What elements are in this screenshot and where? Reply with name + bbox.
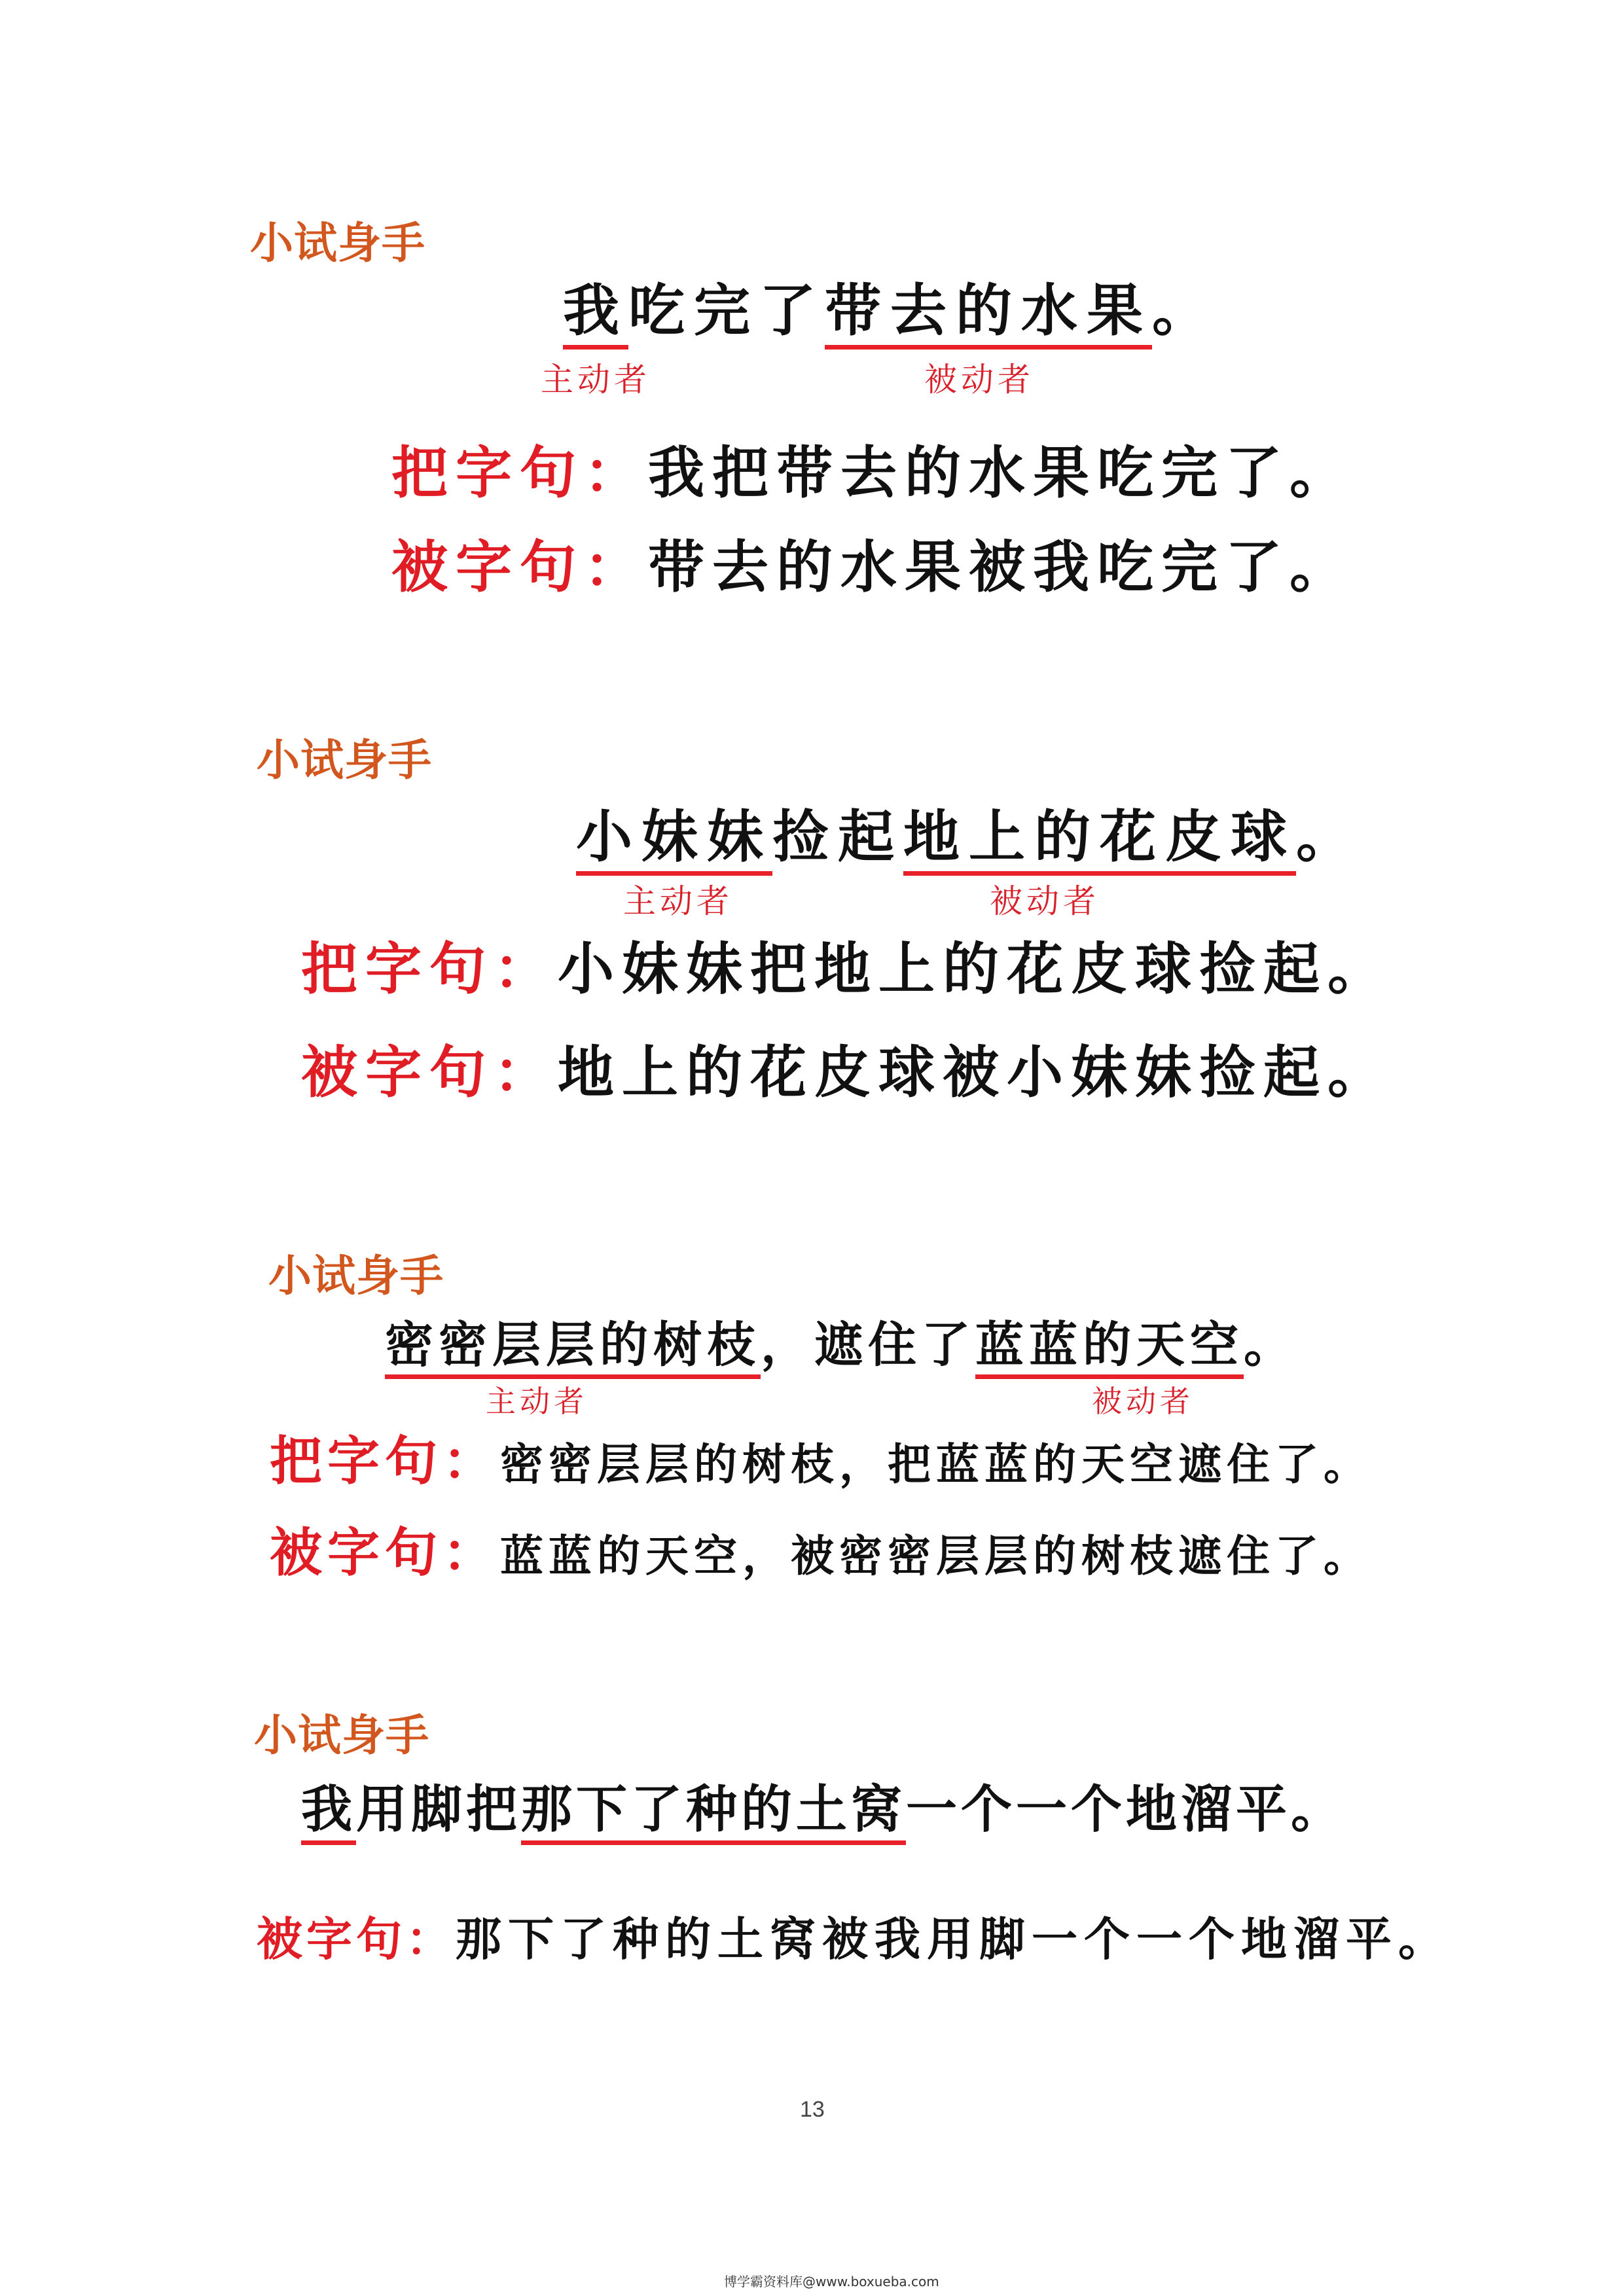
section-4-patient-phrase: 那下了种的土窝: [521, 1780, 906, 1845]
bei-label: 被字句：: [301, 1039, 558, 1105]
ba-text: 密密层层的树枝，把蓝蓝的天空遮住了。: [500, 1439, 1372, 1490]
section-2-agent-role: 主动者: [623, 882, 733, 920]
section-1-agent-role: 主动者: [541, 361, 651, 399]
section-2-patient-role: 被动者: [990, 882, 1100, 920]
ba-label: 把字句：: [301, 936, 558, 1002]
section-3-patient-phrase: 蓝蓝的天空: [975, 1317, 1244, 1379]
section-1-heading: 小试身手: [250, 218, 425, 268]
section-1-bei-sentence: [391, 534, 1354, 600]
section-3-heading: 小试身手: [268, 1251, 444, 1301]
section-4-sentence: [301, 1780, 1346, 1839]
section-3-sentence-end: 。: [1244, 1317, 1297, 1373]
ba-text: 小妹妹把地上的花皮球捡起。: [558, 936, 1392, 1002]
section-3-patient-role: 被动者: [1092, 1384, 1194, 1419]
section-3-ba-sentence: [270, 1430, 1372, 1492]
section-3-sentence: [385, 1317, 1297, 1373]
bei-label: 被字句：: [270, 1522, 500, 1583]
section-3-bei-sentence: [270, 1522, 1372, 1583]
section-2-sentence: [576, 804, 1362, 870]
page-number: 13: [800, 2097, 825, 2122]
bei-text: 蓝蓝的天空，被密密层层的树枝遮住了。: [500, 1530, 1372, 1581]
section-1-sentence-end: 。: [1152, 278, 1218, 344]
bei-text: 带去的水果被我吃完了。: [648, 534, 1354, 600]
section-1-patient-phrase: 带去的水果: [825, 278, 1152, 350]
section-1-ba-sentence: [391, 440, 1354, 506]
footer-watermark: 博学霸资料库@www.boxueba.com: [724, 2274, 939, 2289]
ba-text: 我把带去的水果吃完了。: [648, 440, 1354, 506]
section-1-agent-phrase: 我: [563, 278, 628, 350]
section-1-sentence: [563, 278, 1218, 344]
section-1-verb-phrase: 吃完了: [628, 278, 825, 344]
section-1-patient-role: 被动者: [924, 361, 1034, 399]
section-2-verb-phrase: 捡起: [772, 804, 903, 870]
section-2-sentence-end: 。: [1296, 804, 1362, 870]
bei-text: 那下了种的土窝被我用脚一个一个地溜平。: [456, 1912, 1451, 1966]
section-4-agent-phrase: 我: [301, 1780, 356, 1845]
section-2-agent-phrase: 小妹妹: [576, 804, 772, 876]
section-2-bei-sentence: [301, 1039, 1392, 1105]
section-4-bei-sentence: [257, 1912, 1451, 1966]
section-4-verb-phrase: 用脚把: [356, 1780, 522, 1839]
section-2-heading: 小试身手: [257, 735, 432, 785]
bei-text: 地上的花皮球被小妹妹捡起。: [558, 1039, 1392, 1105]
bei-label: 被字句：: [257, 1912, 456, 1966]
bei-label: 被字句：: [391, 534, 648, 600]
section-3-agent-role: 主动者: [486, 1384, 588, 1419]
section-2-ba-sentence: [301, 936, 1392, 1002]
section-3-agent-phrase: 密密层层的树枝: [385, 1317, 761, 1379]
ba-label: 把字句：: [391, 440, 648, 506]
section-3-verb-phrase: ，遮住了: [761, 1317, 975, 1373]
section-4-sentence-rest: 一个一个地溜平。: [906, 1780, 1346, 1839]
ba-label: 把字句：: [270, 1430, 500, 1492]
section-2-patient-phrase: 地上的花皮球: [903, 804, 1296, 876]
section-4-heading: 小试身手: [254, 1710, 429, 1761]
